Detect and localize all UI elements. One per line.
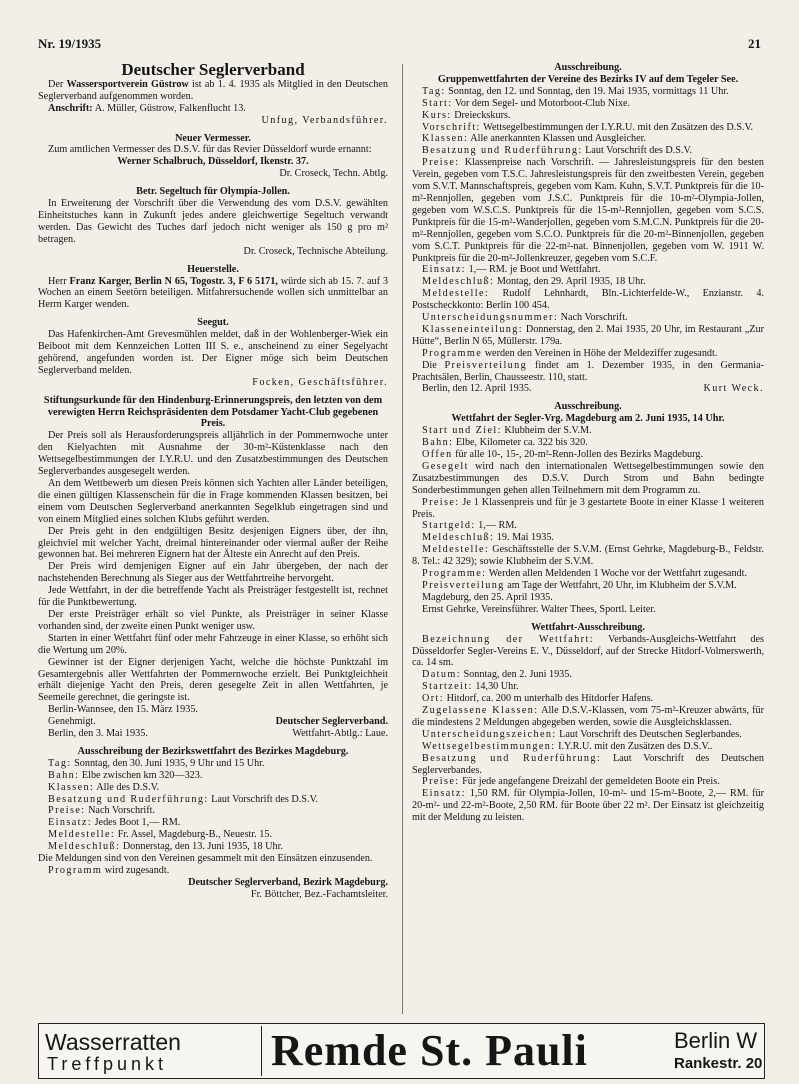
field-label: Klassen:: [422, 133, 469, 145]
organization: Deutscher Seglerverband, Bezirk Magdeburg.: [188, 876, 388, 888]
field-label: Preise:: [48, 805, 86, 817]
field-value: Wettsegelbestimmungen der I.Y.R.U. mit den Zusätzen des D.S.V.: [483, 121, 754, 133]
field-label: Startgeld:: [422, 520, 476, 532]
field-label: Preisverteilung: [444, 359, 528, 371]
advertisement: [38, 1023, 765, 1079]
field-value: Geschäftsstelle der S.V.M. (Ernst Gehrke, Magdeburg-B., Feldstr. 8. Tel.: 42 329); sowie Klubheim der S.V.M.: [412, 544, 764, 568]
dateline: Berlin, den 12. April 1935.: [422, 383, 532, 395]
field-label: Zugelassene Klassen:: [422, 705, 539, 717]
field-label: Unterscheidungsnummer:: [422, 312, 559, 324]
field-value: Werden allen Meldenden 1 Woche vor der Wettfahrt zugesandt.: [488, 568, 748, 580]
field-value: Nach Vorschrift.: [560, 312, 628, 324]
field-value: Verbands-Ausgleichs-Wettfahrt des Düsseldorfer Segler-Vereins E. V., Düsseldorf, auf der Strecke Hitdorf-Volmerswerth, ca. 14 sm.: [412, 633, 764, 669]
address: A. Müller, Güstrow, Falkenflucht 13.: [94, 102, 246, 114]
field-label: Ort:: [422, 693, 445, 705]
paragraph: Das Hafenkirchen-Amt Grevesmühlen meldet, daß in der Wohlenberger-Wiek ein Beiboot mit dem Kennzeichen Lotten III S. e., anscheinend zu einer Segelyacht gehörend, angefunden worden ist. Der Eigner möge sich beim Deutschen Seglerverband melden.: [38, 329, 388, 376]
dateline: Berlin-Wannsee, den 15. März 1935.: [48, 704, 198, 716]
right-column: [412, 62, 764, 824]
field-label: Offen: [422, 449, 453, 460]
section-heading: Wettfahrt-Ausschreibung.: [531, 621, 645, 633]
text: Der: [48, 78, 64, 90]
field-value: 1,— RM.: [478, 520, 517, 532]
field-label: Tag:: [48, 757, 72, 769]
field-label: Programm: [48, 865, 103, 876]
field-label: Start:: [422, 97, 453, 109]
page-header: [38, 36, 761, 56]
field-label: Besatzung und Ruderführung:: [422, 752, 602, 764]
sailcloth-notice: [38, 186, 388, 257]
field-label: Preise:: [422, 776, 460, 788]
section-heading: Ausschreibung der Bezirkswettfahrt des Bezirkes Magdeburg.: [77, 745, 349, 757]
field-label: Klassen:: [48, 781, 95, 793]
field-label: Einsatz:: [422, 788, 467, 800]
field-label: Besatzung und Ruderführung:: [422, 145, 583, 157]
field-label: Meldestelle:: [422, 288, 490, 300]
field-label: Vorschrift:: [422, 121, 481, 133]
hindenburg-prize: [38, 395, 388, 740]
ad-venue-name: Remde St. Pauli: [271, 1026, 588, 1075]
field-value: Elbe zwischen km 320—323.: [81, 769, 203, 781]
ad-divider: [261, 1026, 262, 1076]
field-value: Laut Vorschrift des D.S.V.: [585, 145, 693, 157]
magdeburg-club-race: [412, 401, 764, 615]
membership-notice: [38, 79, 388, 127]
section-subheading: Gruppenwettfahrten der Vereine des Bezirks IV auf dem Tegeler See.: [437, 73, 739, 85]
field-label: Kurs:: [422, 109, 452, 121]
field-value: Klubheim der S.V.M.: [504, 425, 592, 437]
field-value: werden den Vereinen in Höhe der Meldeziffer zugesandt.: [484, 347, 718, 359]
ad-city: Berlin W: [674, 1028, 758, 1053]
signature: Ernst Gehrke, Vereinsführer. Walter Thees, Sportl. Leiter.: [422, 603, 656, 615]
paragraph: Gewinner ist der Eigner derjenigen Yacht, welche die höchste Punktzahl im Gesamtergebnis aller Wettfahrten der Pommernwoche erzielt. Bei Punktgleichheit erhält diejenige Yacht den Preis, deren gesegelte Zeit in allen Wettfahrten, je Seemeile gerechnet, die geringste ist.: [38, 656, 388, 704]
field-value: Fr. Assel, Magdeburg-B., Neuestr. 15.: [117, 829, 273, 841]
signature: Fr. Böttcher, Bez.-Fachamtsleiter.: [250, 888, 388, 900]
field-value: Alle D.S.V.-Klassen, vom 75-m²-Kreuzer abwärts, für die mindestens 2 Meldungen abgegeben werden, sowie die Ausgleichsklassen.: [412, 705, 765, 728]
section-heading: Heuerstelle.: [187, 263, 239, 275]
field-label: Meldeschluß:: [48, 841, 121, 853]
left-column: [38, 62, 388, 901]
salvage-notice: [38, 317, 388, 388]
field-label: Meldestelle:: [422, 544, 490, 556]
paragraph: Der Preis geht in den endgültigen Besitz desjenigen Eigners über, der ihn, gleichviel mit welcher Yacht, dreimal hintereinander oder viermal außer der Reihe gewonnen hat. Bei mehreren Eignern hat der Älteste ein Anrecht auf den Preis.: [38, 525, 388, 561]
column-divider: [402, 64, 403, 1014]
field-value: Nach Vorschrift.: [88, 805, 156, 817]
paragraph: Zum amtlichen Vermesser des D.S.V. für das Revier Düsseldorf wurde ernannt:: [48, 144, 372, 156]
field-label: Gesegelt: [422, 460, 469, 472]
crew-notice: [38, 264, 388, 312]
label: Anschrift:: [48, 102, 93, 114]
ad-tagline: Wasserratten: [45, 1029, 181, 1055]
signature: Unfug, Verbandsführer.: [261, 114, 388, 126]
field-label: Preisverteilung: [422, 579, 505, 591]
field-value: 19. Mai 1935.: [496, 532, 554, 544]
section-heading: Seegut.: [197, 317, 229, 329]
field-value: am Tage der Wettfahrt, 20 Uhr, im Klubheim der S.V.M.: [507, 579, 737, 591]
paragraph: Starten in einer Wettfahrt fünf oder mehr Fahrzeuge in einer Klasse, so erhöht sich die Wertung um 20%.: [38, 632, 388, 656]
field-value: Dreieckskurs.: [454, 109, 511, 121]
section-heading: Neuer Vermesser.: [175, 132, 251, 144]
field-label: Preise:: [422, 496, 460, 508]
field-value: I.Y.R.U. mit den Zusätzen des D.S.V..: [558, 740, 713, 752]
paragraph: Der Preis wird demjenigen Eigner auf ein Jahr übergeben, der nach der nachstehenden Berechnung als Sieger aus der Wettfahrtreihe hervorgeht.: [38, 561, 388, 585]
field-value: Rudolf Lehnhardt, Bln.-Lichterfelde-W., Enzianstr. 4. Postscheckkonto: Berlin 100 454.: [412, 288, 765, 312]
field-label: Start und Ziel:: [422, 425, 502, 437]
field-label: Programme: [422, 347, 483, 359]
dateline: Berlin, den 3. Mai 1935.: [48, 728, 148, 740]
field-value: wird nach den internationalen Wettsegelbestimmungen sowie den Zusatzbestimmungen des D.S.V. Durch Strom und Bahn bedingte Sonderbestimmungen gehen allen Teilnehmern mit dem Programm zu.: [412, 460, 765, 496]
field-value: 1,50 RM. für Olympia-Jollen, 10-m²- und 15-m²-Boote, 2,— RM. für 20-m²- und 22-m²-Boote, 2,50 RM. für Boote über 22 m². Der Einsatz ist gleichzeitig mit der Meldung zu leisten.: [412, 788, 764, 824]
section-heading: Stiftungsurkunde für den Hindenburg-Erinnerungspreis, den letzten von dem verewigten Herrn Reichspräsidenten dem Potsdamer Yacht-Club gegebenen Preis.: [43, 394, 383, 430]
ad-tagline-2: Treffpunkt: [47, 1054, 168, 1074]
section-heading: Betr. Segeltuch für Olympia-Jollen.: [136, 186, 290, 198]
field-value: für alle 10-, 15-, 20-m²-Renn-Jollen des Bezirks Magdeburg.: [455, 449, 703, 460]
field-value: Klassenpreise nach Vorschrift. — Jahresleistungspreis für den besten Verein, gegeben vom T.S.C. Jahresleistungspreis für den zweitbesten Verein, gegeben vom S.V.T. Mannschaftspreis, gegeben vom Kam. Kuhn, S.V.T. Punktpreis für die 10-m²-Rennjollen, gegeben vom J.S.C. Punktpreis für die 10-m²-Olympia-Jollen, gegeben vom W.S.C.S. Punktpreis für die 15-m²-Rennjollen, gegeben vom S.C.S. Punktpreis für die 15-m²-Wanderjollen, gegeben vom S.M.C.N. Punktpreis für die 20-m²-Rennjollen, gegeben vom S.C.O. Punktpreis für die 20-m²-Binnenjollen, gegeben vom S.C.T. Punktpreis für die 22-m²-nat. Binnenjollen, gegeben vom W. 1911 W. Punktpreis für die 20-m²-Jollenkreuzer, gegeben vom S.C.F.: [412, 157, 765, 264]
field-value: wird zugesandt.: [104, 865, 170, 876]
field-label: Bahn:: [422, 437, 454, 449]
field-label: Besatzung und Ruderführung:: [48, 793, 209, 805]
field-value: Je 1 Klassenpreis und für je 3 gestartete Boote in einer Klasse 1 weiteren Preis.: [412, 496, 764, 520]
field-value: findet am 1. Dezember 1935, in den Germania-Prachtsälen, Berlin, Chausseestr. 110, statt.: [412, 359, 765, 383]
signature: Focken, Geschäftsführer.: [252, 376, 388, 388]
text: ist ab 1. 4. 1935 als Mitglied in den Deutschen Seglerverband aufgenommen worden.: [38, 78, 389, 102]
text: Die: [422, 359, 437, 371]
contact: Franz Karger, Berlin N 65, Togostr. 3, F 6 5171,: [69, 275, 278, 287]
field-value: Montag, den 29. April 1935, 18 Uhr.: [496, 276, 646, 288]
paragraph: In Erweiterung der Vorschrift über die Verwendung des vom D.S.V. gewählten Einheitstuches kann in Zukunft jedes andere gleichwertige Segeltuch verwandt werden. Das Gewicht des Tuches darf jedoch nicht weniger als 150 g pro m² betragen.: [38, 198, 388, 245]
page-title: Deutscher Seglerverband: [121, 60, 305, 79]
field-value: Sonntag, den 2. Juni 1935.: [463, 669, 572, 681]
surveyor-name: Werner Schalbruch, Düsseldorf, Ikenstr. 37.: [117, 156, 309, 168]
field-label: Meldeschluß:: [422, 276, 495, 288]
section-heading: Ausschreibung.: [554, 401, 622, 413]
signature: Dr. Croseck, Technische Abteilung.: [243, 245, 388, 257]
field-label: Meldeschluß:: [422, 532, 495, 544]
paragraph: Jede Wettfahrt, in der die betreffende Yacht als Preisträger festgestellt ist, rechnet für die Punktbewertung.: [38, 585, 388, 609]
signature: Wettfahrt-Abtlg.: Laue.: [292, 728, 388, 740]
signature: Kurt Weck.: [703, 383, 764, 395]
field-label: Datum:: [422, 669, 461, 681]
field-value: Jedes Boot 1,— RM.: [94, 817, 181, 829]
text: Herr: [48, 275, 67, 287]
field-label: Startzeit:: [422, 681, 473, 693]
field-value: Donnerstag, den 13. Juni 1935, 18 Uhr.: [122, 841, 283, 853]
field-label: Einsatz:: [422, 264, 467, 276]
field-label: Wettsegelbestimmungen:: [422, 740, 556, 752]
field-value: Vor dem Segel- und Motorboot-Club Nixe.: [454, 97, 631, 109]
paragraph: Der erste Preisträger erhält so viel Punkte, als Preisträger in seiner Klasse vorhanden sind, der zweite einen Punkt weniger usw.: [38, 608, 388, 632]
field-value: Laut Vorschrift des Deutschen Seglerbandes.: [559, 728, 742, 740]
ad-street: Rankestr. 20: [674, 1055, 763, 1072]
field-value: Alle des D.S.V.: [96, 781, 160, 793]
section-subheading: Wettfahrt der Segler-Vrg. Magdeburg am 2. Juni 1935, 14 Uhr.: [451, 413, 725, 425]
field-value: Laut Vorschrift des Deutschen Seglerverbandes.: [412, 752, 764, 776]
field-value: Sonntag, den 12. und Sonntag, den 19. Mai 1935, vormittags 11 Uhr.: [448, 85, 729, 97]
approval: Genehmigt.: [48, 716, 96, 728]
field-value: Alle anerkannten Klassen und Ausgleicher.: [470, 133, 646, 145]
field-value: 14,30 Uhr.: [475, 681, 519, 693]
field-label: Bahn:: [48, 769, 80, 781]
paragraph: Die Meldungen sind von den Vereinen gesammelt mit den Einsätzen einzusenden.: [38, 853, 373, 865]
page-number: 21: [748, 36, 761, 51]
field-label: Tag:: [422, 85, 446, 97]
signature: Dr. Croseck, Techn. Abtlg.: [279, 168, 388, 180]
paragraph: An dem Wettbewerb um diesen Preis können sich Yachten aller Länder beteiligen, die einen gültigen Klassenschein für die in Frage kommenden Klassen besitzen, bei einem vom Deutschen Seglerverband anerkannten Segelklub eingetragen sind und von einem Mitglied eines solchen Klubs geführt werden.: [38, 478, 388, 525]
tegel-group-race: [412, 62, 764, 395]
surveyor-notice: [38, 133, 388, 181]
magdeburg-district-race: [38, 746, 388, 901]
duesseldorf-race: [412, 622, 764, 824]
field-label: Programme:: [422, 568, 487, 580]
dateline: Magdeburg, den 25. April 1935.: [422, 591, 553, 603]
issue-number: Nr. 19/1935: [38, 36, 102, 51]
field-label: Preise:: [422, 157, 460, 169]
field-value: 1,— RM. je Boot und Wettfahrt.: [468, 264, 601, 276]
club-name: Wassersportverein Güstrow: [66, 78, 189, 90]
field-value: Hitdorf, ca. 200 m unterhalb des Hitdorfer Hafens.: [446, 693, 654, 705]
field-value: Donnerstag, den 2. Mai 1935, 20 Uhr, im Restaurant „Zur Hütte“, Berlin N 65, Müllerstr. 179a.: [412, 323, 764, 347]
field-label: Unterscheidungszeichen:: [422, 728, 557, 740]
field-label: Klasseneinteilung:: [422, 323, 524, 335]
organization: Deutscher Seglerverband.: [275, 716, 388, 728]
field-value: Sonntag, den 30. Juni 1935, 9 Uhr und 15 Uhr.: [74, 757, 265, 769]
paragraph: Der Preis soll als Herausforderungspreis alljährlich in der Pommernwoche unter den Kielyachten mit Ausnahme der 30-m²-Küstenklasse nach den Wettsegelbestimmungen der I.Y.R.U. und den Zusatzbestimmungen des Deutschen Seglerverbandes ausgesegelt werden.: [38, 430, 388, 478]
field-value: Für jede angefangene Dreizahl der gemeldeten Boote ein Preis.: [462, 776, 720, 788]
field-label: Meldestelle:: [48, 829, 116, 841]
text: würde sich ab 15. 7. auf 3 Wochen an einem Seetörn beteiligen. Mitfahrersuchende wollen sich unmittelbar an Herrn Karger wenden.: [38, 275, 388, 311]
field-label: Einsatz:: [48, 817, 93, 829]
field-value: Elbe, Kilometer ca. 322 bis 320.: [455, 437, 588, 449]
field-value: Laut Vorschrift des D.S.V.: [211, 793, 319, 805]
section-heading: Ausschreibung.: [554, 62, 622, 73]
field-label: Bezeichnung der Wettfahrt:: [422, 633, 594, 645]
